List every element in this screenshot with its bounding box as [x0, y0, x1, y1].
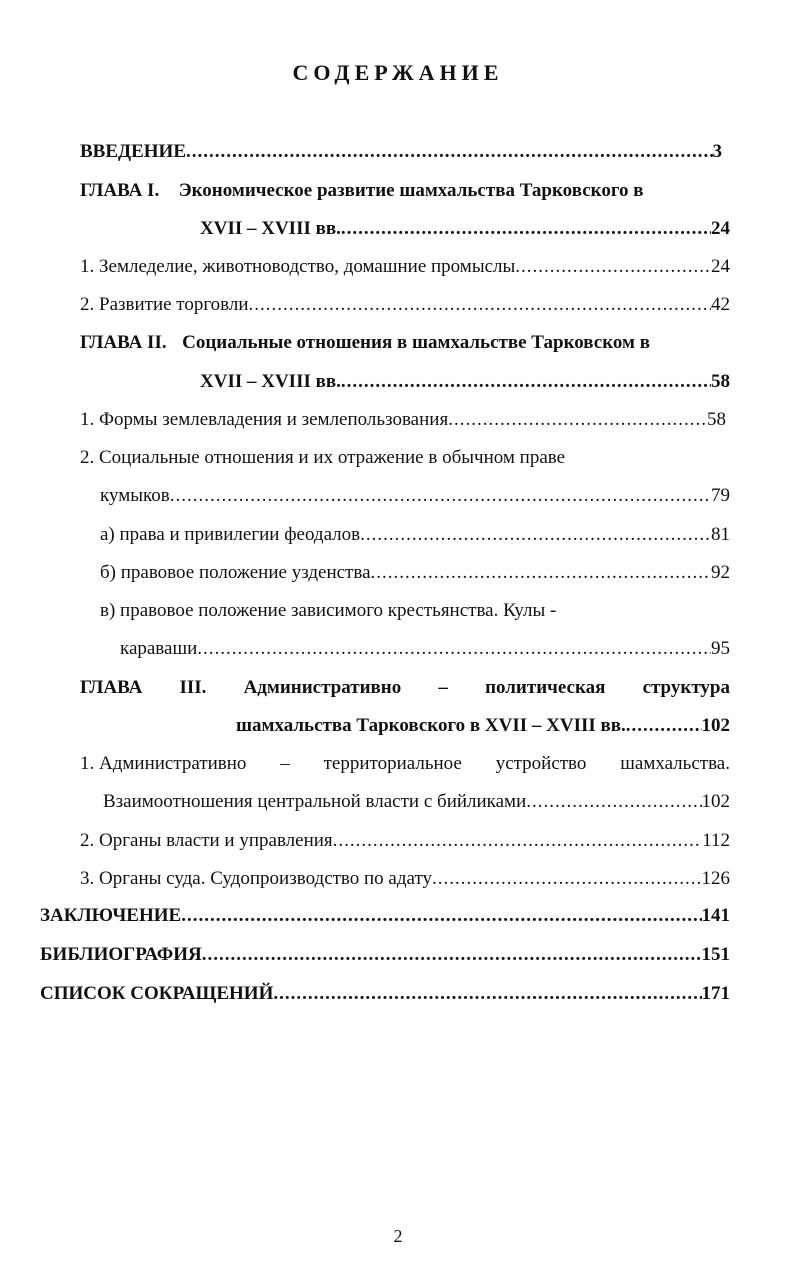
toc-entry-label: 2. Социальные отношения и их отражение в обычном праве	[80, 447, 566, 468]
toc-entry-label: б) правовое положение узденства	[100, 562, 371, 583]
toc-entry-label: СПИСОК СОКРАЩЕНИЙ	[40, 983, 274, 1004]
leader-dots	[170, 481, 711, 511]
leader-dots	[341, 214, 711, 244]
toc-page-number: 112	[702, 830, 730, 851]
chapter-word: ГЛАВА	[80, 677, 143, 698]
toc-entry-abbreviations[interactable]	[40, 979, 730, 1009]
page-number: 2	[393, 1226, 403, 1246]
toc-page-number: 171	[701, 983, 730, 1004]
toc-word: 1. Административно	[80, 753, 247, 774]
toc-entry-1-1[interactable]	[80, 252, 730, 282]
toc-page-number: 102	[701, 715, 730, 736]
toc-entry-label: в) правовое положение зависимого крестьянства. Кулы -	[100, 600, 557, 621]
chapter-prefix: ГЛАВА I.	[80, 180, 160, 201]
toc-entry-2-1[interactable]	[80, 405, 726, 435]
toc-entry-2-2-b[interactable]	[100, 558, 730, 588]
toc-entry-3-2[interactable]	[80, 826, 730, 856]
page-title: СОДЕРЖАНИЕ	[292, 60, 504, 85]
toc-entry-chapter-3-cont[interactable]	[236, 711, 730, 741]
chapter-word: –	[438, 677, 448, 698]
leader-dots	[197, 634, 711, 664]
toc-word: территориальное	[323, 753, 462, 774]
toc-entry-label: 2. Развитие торговли	[80, 294, 249, 315]
leader-dots	[341, 367, 711, 397]
toc-page-number: 81	[711, 524, 730, 545]
toc-entry-bibliography[interactable]	[40, 940, 730, 970]
leader-dots	[186, 137, 713, 167]
toc-page-number: 58	[711, 371, 730, 392]
toc-page-number: 102	[701, 791, 730, 812]
toc-entry-2-2[interactable]	[80, 443, 730, 473]
toc-word: –	[280, 753, 290, 774]
leader-dots	[432, 864, 701, 894]
toc-entry-label: ЗАКЛЮЧЕНИЕ	[40, 905, 182, 926]
chapter-title-line-2: шамхальства Тарковского в XVII – XVIII вв.	[236, 715, 626, 736]
chapter-word: III.	[179, 677, 207, 698]
toc-page-number: 24	[711, 218, 730, 239]
leader-dots	[273, 979, 701, 1009]
toc-entry-2-2-cont[interactable]	[100, 481, 730, 511]
toc-entry-conclusion[interactable]	[40, 901, 730, 931]
toc-entry-label: 3. Органы суда. Судопроизводство по адату	[80, 868, 433, 889]
toc-entry-label: Взаимоотношения центральной власти с бийликами	[103, 791, 527, 812]
toc-page-number: 3	[712, 141, 722, 162]
toc-page-number: 141	[701, 905, 730, 926]
toc-entry-1-2[interactable]	[80, 290, 730, 320]
toc-page-number: 151	[701, 944, 730, 965]
toc-word: шамхальства.	[620, 753, 730, 774]
leader-dots	[626, 711, 702, 741]
toc-page-number: 24	[711, 256, 730, 277]
leader-dots	[181, 901, 701, 931]
toc-entry-label: БИБЛИОГРАФИЯ	[40, 944, 202, 965]
leader-dots	[371, 558, 711, 588]
chapter-prefix: ГЛАВА II.	[80, 332, 167, 353]
toc-entry-chapter-1-cont[interactable]	[200, 214, 730, 244]
leader-dots	[333, 826, 703, 856]
toc-entry-3-3[interactable]	[80, 864, 730, 894]
toc-entry-chapter-2[interactable]	[80, 328, 730, 358]
toc-page-number: 95	[711, 638, 730, 659]
toc-entry-chapter-3[interactable]	[80, 673, 730, 703]
leader-dots	[249, 290, 711, 320]
toc-page-number: 42	[711, 294, 730, 315]
toc-entry-chapter-1[interactable]	[80, 176, 730, 206]
toc-entry-3-1[interactable]	[80, 749, 730, 779]
toc-entry-2-2-a[interactable]	[100, 520, 730, 550]
chapter-word: политическая	[485, 677, 606, 698]
toc-entry-label: караваши	[120, 638, 198, 659]
leader-dots	[515, 252, 711, 282]
toc-entry-label: а) права и привилегии феодалов	[100, 524, 361, 545]
chapter-title-line-2: XVII – XVIII вв.	[200, 218, 341, 239]
toc-entry-label: 1. Земледелие, животноводство, домашние промыслы	[80, 256, 516, 277]
toc-entry-2-2-v[interactable]	[100, 596, 730, 626]
chapter-title-line-1: Экономическое развитие шамхальства Тарковского в	[178, 180, 644, 201]
leader-dots	[526, 787, 701, 817]
toc-page-number: 92	[711, 562, 730, 583]
toc-entry-intro[interactable]	[80, 137, 722, 167]
toc-entry-2-2-v-cont[interactable]	[120, 634, 730, 664]
leader-dots	[448, 405, 707, 435]
leader-dots	[202, 940, 702, 970]
toc-page-number: 126	[701, 868, 730, 889]
toc-entry-3-1-cont[interactable]	[103, 787, 730, 817]
leader-dots	[360, 520, 711, 550]
toc-entry-label: 2. Органы власти и управления	[80, 830, 333, 851]
toc-entry-label: ВВЕДЕНИЕ	[80, 141, 186, 162]
chapter-title-line-2: XVII – XVIII вв.	[200, 371, 341, 392]
toc-entry-label: кумыков	[100, 485, 170, 506]
chapter-word: структура	[642, 677, 730, 698]
toc-entry-label: 1. Формы землевладения и землепользования	[80, 409, 449, 430]
chapter-title-line-1: Социальные отношения в шамхальстве Тарковском в	[182, 332, 651, 353]
chapter-word: Административно	[243, 677, 402, 698]
toc-page-number: 79	[711, 485, 730, 506]
toc-word: устройство	[495, 753, 587, 774]
toc-entry-chapter-2-cont[interactable]	[200, 367, 730, 397]
toc-page-number: 58	[707, 409, 726, 430]
